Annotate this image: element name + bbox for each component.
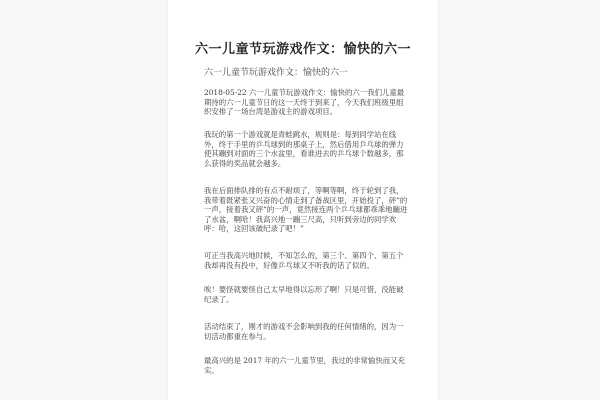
paragraph-7: 最高兴的是 2017 年的六一儿童节里，我过的非常愉快而又充实。: [204, 356, 405, 375]
document-page: [168, 0, 438, 400]
paragraph-5: 唉！要怪就要怪自己太早地得以忘形了啊！只是可惜，没能破纪录了。: [204, 285, 404, 304]
document-title: 六一儿童节玩游戏作文：愉快的六一: [194, 42, 411, 57]
paragraph-1: 2018-05-22 六一儿童节玩游戏作文：愉快的六一我们儿童最期待的六一儿童节日的这一天终于到来了，今天我们班级里组织安排了一场台湾是游戏主的游戏项目。: [204, 88, 405, 116]
document-subtitle: 六一儿童节玩游戏作文：愉快的六一: [204, 68, 349, 78]
paragraph-2: 我玩的第一个游戏就是青蛙跳水，规则是：每到同学站在线外，终于手里的乒乓球到的那桌子上，然后借用乒乓球的弹力使其蹦到对面的三个水盆里，看谁进去的乒乓球个数越多，那么获得的奖品就会越多。: [204, 130, 404, 168]
paragraph-3: 我在后面排队排的有点不耐烦了，等啊等啊，终于轮到了我，我带着既紧张又兴奋的心情走到了备战区里，开始投了，砰”的一声，接着我又砰”的一声，竟然接连两个乒乓球都乖乖地蹦进了水盆，啊哈！我高兴地一蹦三尺高，只听到旁边的同学欢呼：哈，这回该破纪录了吧！”: [204, 186, 408, 233]
paragraph-4: 可正当我高兴地时候，不知怎么的，第三个、第四个、第五个我却再没有投中，好像乒乓球又不听我的话了似的。: [204, 251, 404, 270]
paragraph-6: 活动结束了，刚才的游戏不会影响到我的任何情绪的，因为一切活动都重在参与。: [204, 322, 404, 341]
